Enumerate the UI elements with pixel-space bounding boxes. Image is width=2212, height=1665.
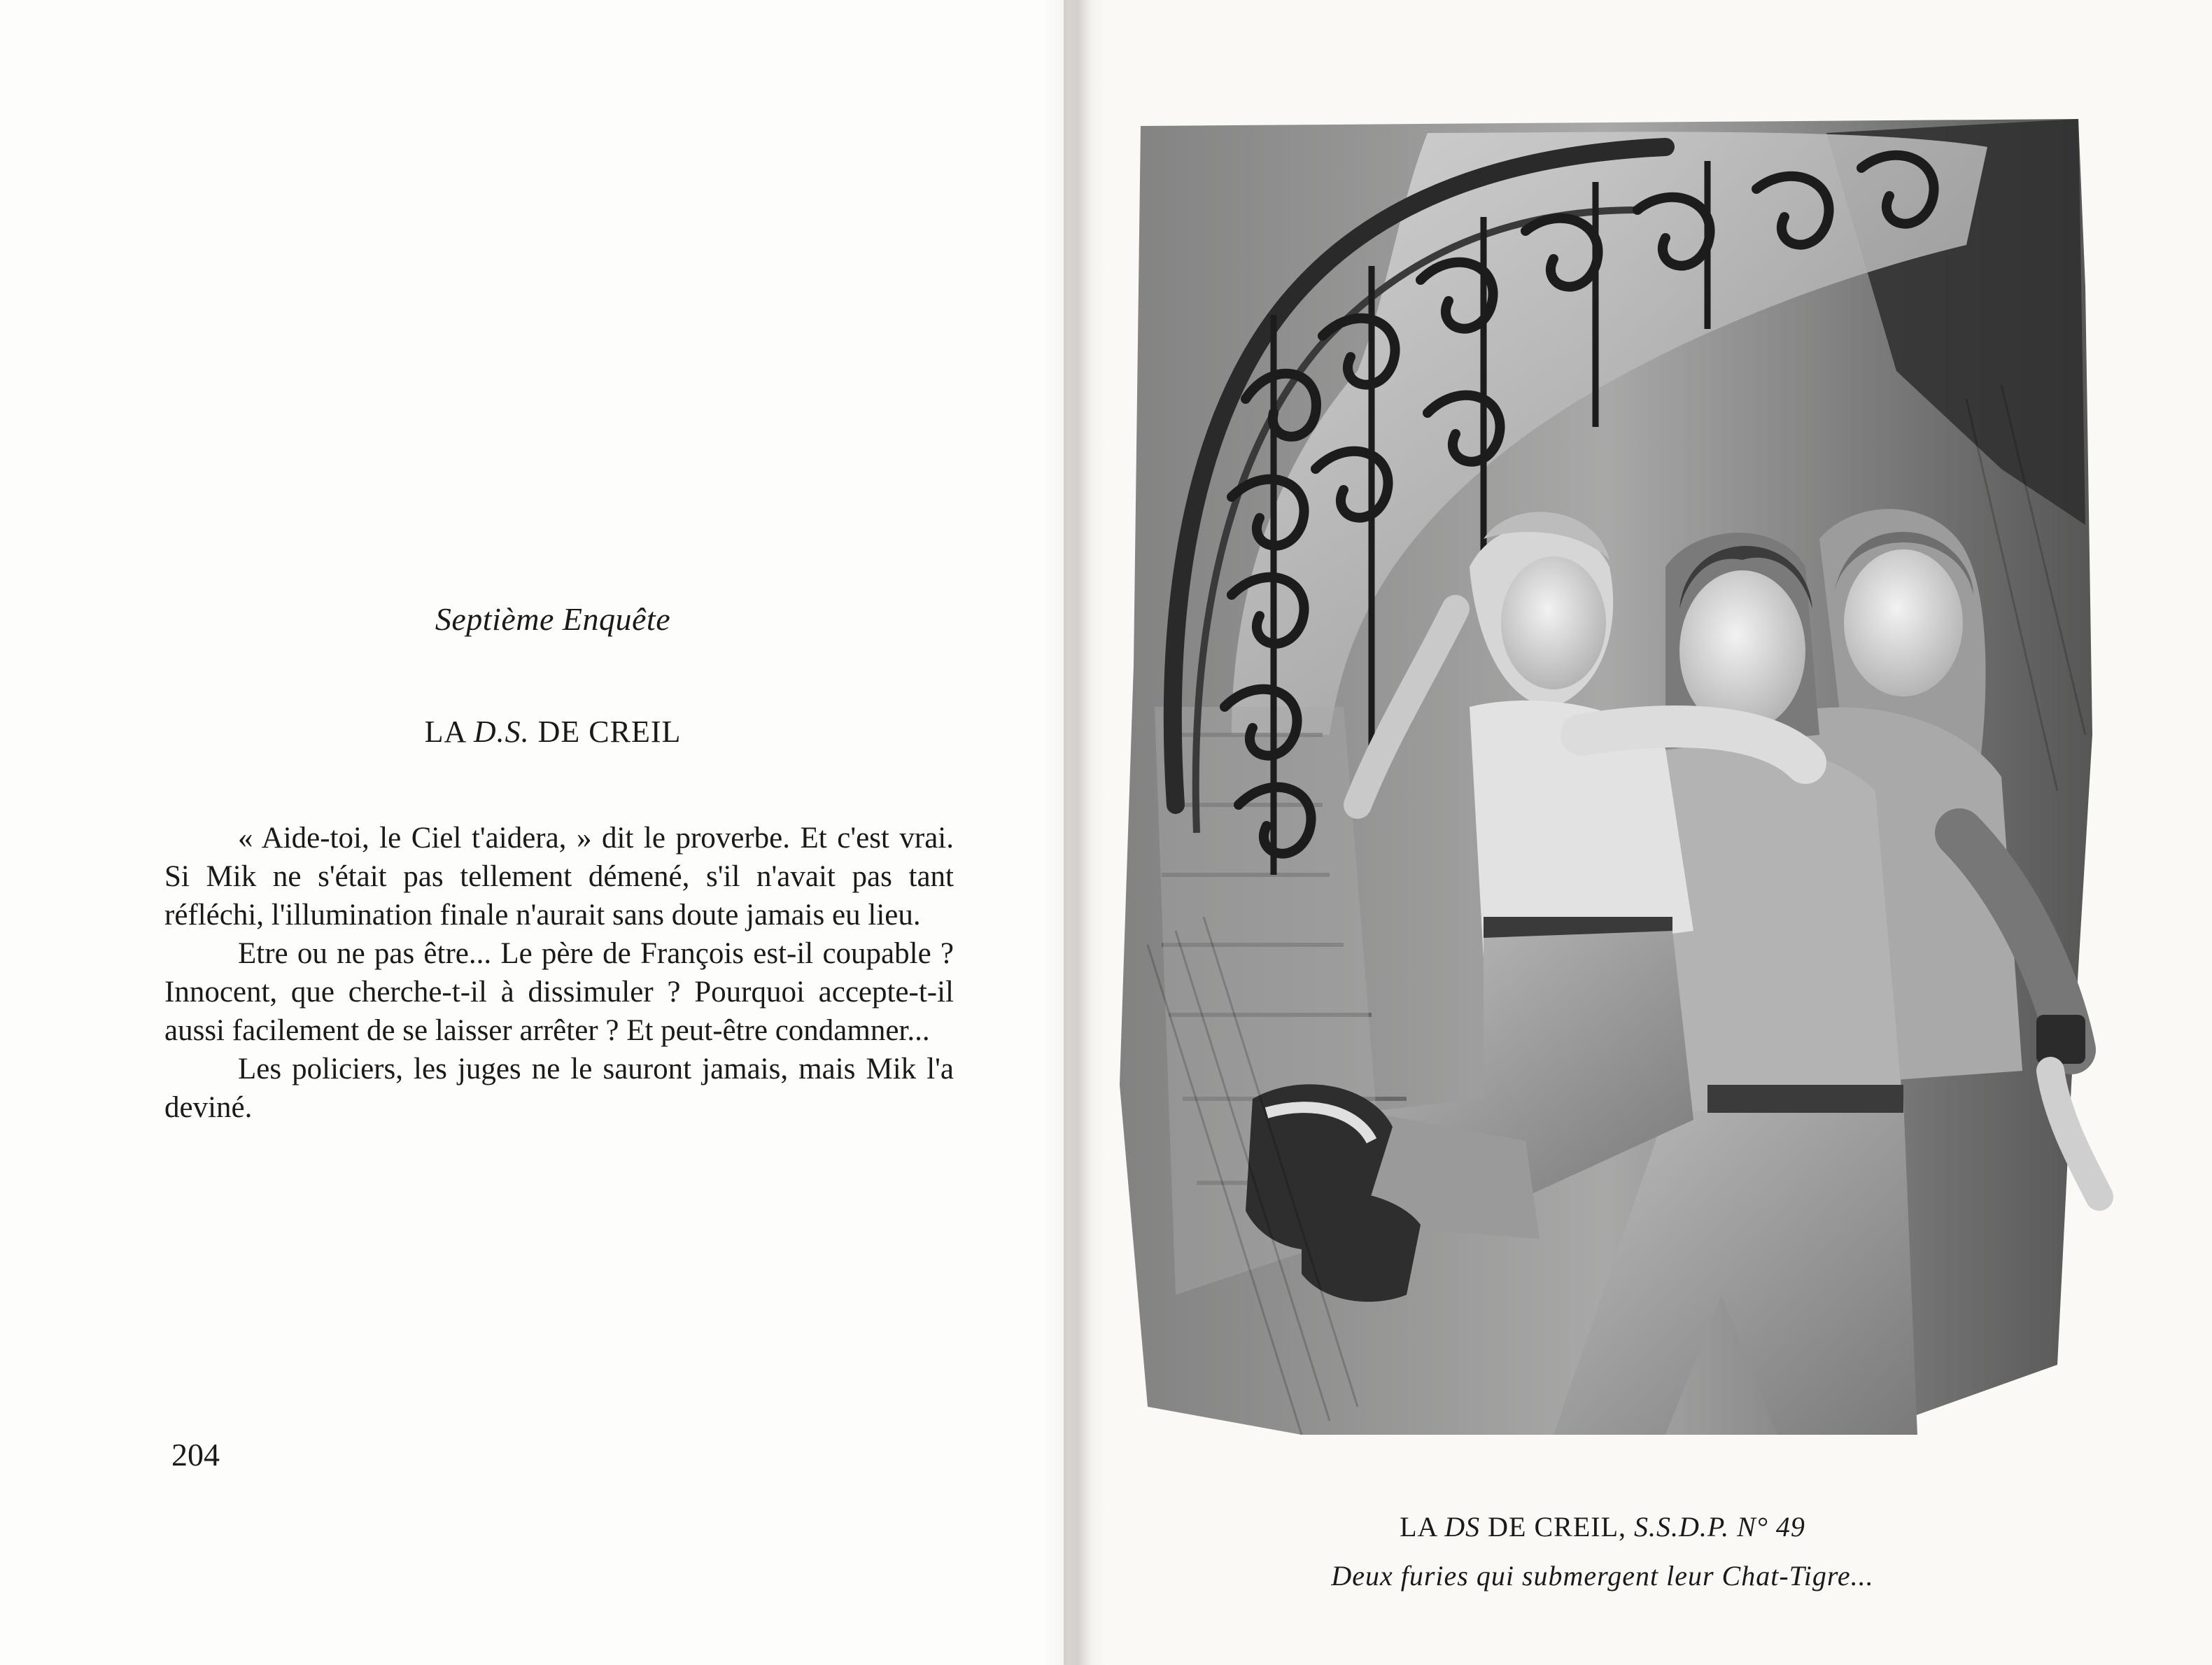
paragraph-2: Etre ou ne pas être... Le père de François est-il coupable ? Innocent, que cherche-t-il à dissimuler ? Pourquoi accepte-t-il aussi facilement de se laisser arrêter ? Et peut-être condamner...: [164, 937, 954, 1047]
right-page-shadow: [1064, 0, 1092, 1665]
staircase-embrace-illustration: [1092, 105, 2113, 1456]
illustration-caption-title: [1106, 1510, 2099, 1543]
caption-middle: DE CREIL,: [1480, 1511, 1635, 1543]
chapter-title: [0, 714, 1106, 750]
chapter-title-italic: D.S.: [473, 715, 530, 749]
chapter-title-prefix: LA: [424, 715, 474, 749]
page-number: 204: [171, 1437, 220, 1473]
caption-prefix: LA: [1400, 1511, 1445, 1543]
caption-italic-ds: DS: [1444, 1511, 1481, 1543]
caption-series: S.S.D.P. N° 49: [1634, 1511, 1805, 1543]
chapter-title-suffix: DE CREIL: [529, 715, 682, 749]
illustration-caption-subtitle: Deux furies qui submergent leur Chat-Tigre...: [1331, 1560, 1874, 1592]
chapter-subtitle: Septième Enquête: [435, 601, 671, 637]
paragraph-1: « Aide-toi, le Ciel t'aidera, » dit le proverbe. Et c'est vrai. Si Mik ne s'était pas tellement démené, s'il n'avait pas tant réfléchi, l'illumination finale n'aurait sans doute jamais eu lieu.: [164, 822, 954, 932]
paragraph-3: Les policiers, les juges ne le sauront jamais, mais Mik l'a deviné.: [164, 1053, 954, 1124]
chapter-intro-text: [164, 819, 954, 1127]
